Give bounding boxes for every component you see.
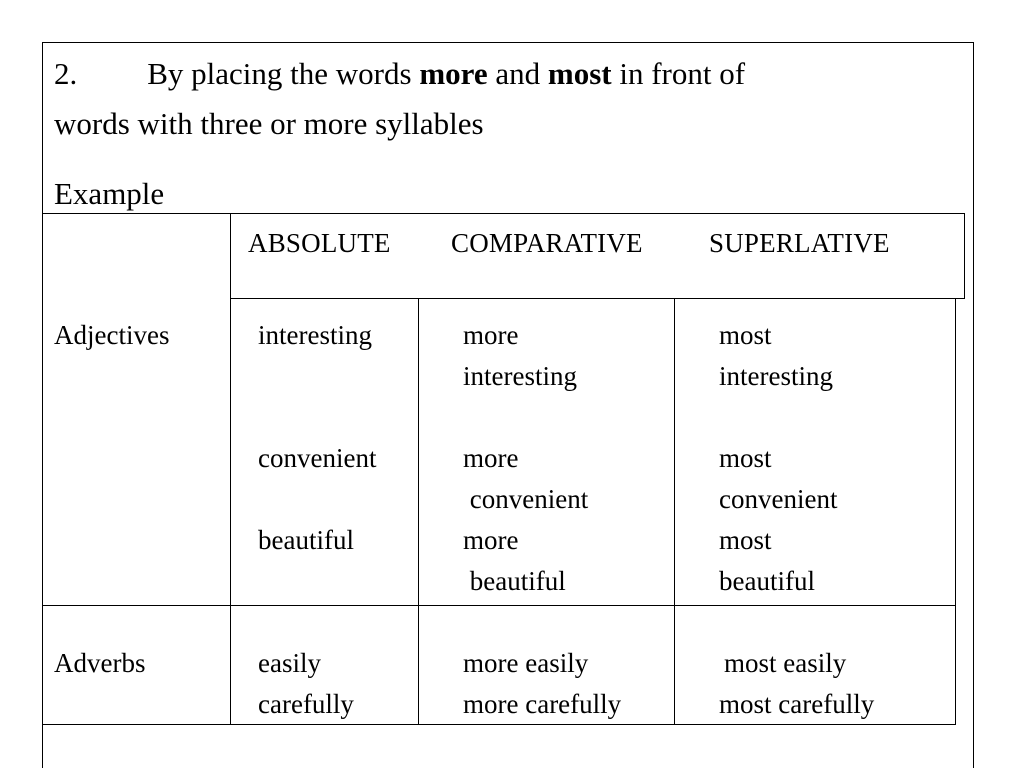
heading-text-b: and [487,56,548,91]
header-absolute: ABSOLUTE [248,228,391,258]
example-label: Example [54,176,165,211]
comparative-cell-line2: convenient [463,484,589,514]
comparative-cell-line1: more [463,320,519,350]
keyword-more: more [419,56,488,91]
table-top-line [42,213,964,214]
section-number: 2. [54,56,78,91]
superlative-cell-line2: interesting [719,361,833,391]
col-divider-3 [674,298,675,725]
absolute-cell: beautiful [258,525,354,555]
superlative-cell: most carefully [719,689,875,719]
col-divider-right [955,298,956,725]
comparative-cell: more carefully [463,689,622,719]
superlative-cell-line1: most [719,525,772,555]
heading-text-a: By placing the words [147,56,420,91]
row-divider-adverbs [42,605,956,606]
superlative-cell-line1: most [719,443,772,473]
header-box-bottom [230,298,965,299]
absolute-cell: easily [258,648,321,678]
header-superlative: SUPERLATIVE [709,228,890,258]
superlative-cell-line1: most [719,320,772,350]
absolute-cell: interesting [258,320,372,350]
heading-line-2: words with three or more syllables [54,106,484,141]
outer-border-right [973,42,974,768]
header-comparative: COMPARATIVE [451,228,643,258]
absolute-cell: convenient [258,443,377,473]
superlative-cell: most easily [724,648,847,678]
comparative-cell: more easily [463,648,589,678]
row-label-adverbs: Adverbs [54,648,146,678]
comparative-cell-line2: interesting [463,361,577,391]
comparative-cell-line1: more [463,525,519,555]
comparative-cell-line1: more [463,443,519,473]
heading-text-c: in front of [611,56,746,91]
col-divider-1 [230,213,231,725]
outer-border-top [42,42,974,43]
superlative-cell-line2: convenient [719,484,838,514]
row-label-adjectives: Adjectives [54,320,170,350]
section-heading [54,49,745,99]
keyword-most: most [547,56,612,91]
header-box-right [964,213,965,299]
superlative-cell-line2: beautiful [719,566,815,596]
outer-border-left [42,42,43,768]
col-divider-2 [418,298,419,725]
absolute-cell: carefully [258,689,354,719]
comparative-cell-line2: beautiful [463,566,566,596]
